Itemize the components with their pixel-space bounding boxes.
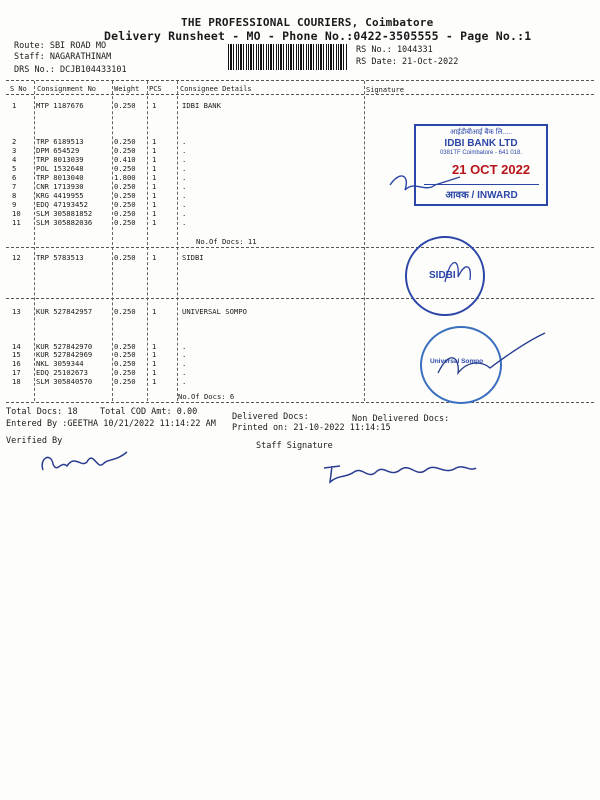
staff-signature-label: Staff Signature: [256, 441, 333, 451]
row-sno: 7: [12, 182, 17, 191]
row-weight: 0.250: [114, 377, 136, 386]
column-separator: [112, 81, 113, 401]
row-weight: 0.410: [114, 155, 136, 164]
row-consignment: TRP 8013040: [36, 173, 84, 182]
row-sno: 2: [12, 137, 17, 146]
row-weight: 0.250: [114, 307, 136, 316]
row-consignment: SLM 305840570: [36, 377, 93, 386]
row-sno: 9: [12, 200, 17, 209]
total-docs: Total Docs: 18: [6, 407, 78, 417]
printed-on: Printed on: 21-10-2022 11:14:15: [232, 423, 391, 433]
row-pcs: 1: [152, 209, 157, 218]
non-delivered-docs: Non Delivered Docs:: [352, 414, 450, 424]
row-consignment: MTP 1187676: [36, 101, 84, 110]
row-consignment: KUR 527842957: [36, 307, 93, 316]
stamp-text: 0381TF Coimbatore - 641 018.: [439, 150, 523, 156]
row-pcs: 1: [152, 173, 157, 182]
row-weight: 0.250: [114, 359, 136, 368]
delivered-docs: Delivered Docs:: [232, 412, 309, 422]
row-consignee: SIDBI: [182, 253, 204, 262]
row-consignee: .: [182, 146, 187, 155]
row-consignment: CNR 1713930: [36, 182, 84, 191]
row-consignment: SLM 305882036: [36, 218, 93, 227]
row-consignment: POL 1532648: [36, 164, 84, 173]
row-pcs: 1: [152, 377, 157, 386]
row-weight: 0.250: [114, 164, 136, 173]
row-consignee: .: [182, 164, 187, 173]
row-sno: 13: [12, 307, 21, 316]
row-sno: 14: [12, 342, 21, 351]
col-consignee: Consignee Details: [180, 85, 252, 93]
total-cod: Total COD Amt: 0.00: [100, 407, 198, 417]
signature-sidbi: [440, 252, 480, 292]
seal-text: Universal Sompo: [430, 358, 484, 365]
col-consignment: Consignment No: [37, 85, 97, 93]
row-weight: 1.800: [114, 173, 136, 182]
row-consignment: SLM 305881852: [36, 209, 93, 218]
row-consignment: KUR 527842969: [36, 350, 93, 359]
row-sno: 6: [12, 173, 17, 182]
row-pcs: 1: [152, 146, 157, 155]
company-title: THE PROFESSIONAL COURIERS, Coimbatore: [181, 16, 434, 29]
row-pcs: 1: [152, 191, 157, 200]
row-sno: 4: [12, 155, 17, 164]
row-consignment: KRG 4419955: [36, 191, 84, 200]
row-consignee: IDBI BANK: [182, 101, 221, 110]
row-pcs: 1: [152, 101, 157, 110]
row-sno: 18: [12, 377, 21, 386]
col-signature: Signature: [366, 86, 404, 94]
row-sno: 15: [12, 350, 21, 359]
row-consignee: .: [182, 173, 187, 182]
stamp-text: IDBI BANK LTD: [444, 138, 518, 149]
divider: [6, 402, 594, 403]
row-weight: 0.250: [114, 368, 136, 377]
row-sno: 17: [12, 368, 21, 377]
column-separator: [177, 81, 178, 401]
row-consignee: .: [182, 350, 187, 359]
verified-by-signature: [35, 440, 135, 480]
row-sno: 10: [12, 209, 21, 218]
divider: [6, 80, 594, 81]
signature-idbi: [385, 155, 465, 205]
row-pcs: 1: [152, 200, 157, 209]
row-sno: 3: [12, 146, 17, 155]
row-consignment: NKL 3059344: [36, 359, 84, 368]
signature-sompo: [430, 328, 550, 388]
row-weight: 0.250: [114, 218, 136, 227]
seal-text: SIDBI: [429, 270, 456, 281]
rs-date: RS Date: 21-Oct-2022: [356, 57, 459, 67]
row-weight: 0.250: [114, 101, 136, 110]
row-sno: 8: [12, 191, 17, 200]
row-pcs: 1: [152, 307, 157, 316]
runsheet-title: Delivery Runsheet - MO - Phone No.:0422-3505555 - Page No.:1: [104, 29, 532, 43]
row-consignee: UNIVERSAL SOMPO: [182, 307, 247, 316]
row-consignee: .: [182, 368, 187, 377]
row-sno: 16: [12, 359, 21, 368]
row-consignee: .: [182, 182, 187, 191]
row-consignment: KUR 527842970: [36, 342, 93, 351]
row-pcs: 1: [152, 218, 157, 227]
barcode: [228, 44, 348, 70]
row-consignee: .: [182, 155, 187, 164]
column-separator: [364, 81, 365, 401]
row-pcs: 1: [152, 253, 157, 262]
stamp-text: आईडीबीआई बैंक लि.....: [449, 129, 513, 136]
row-pcs: 1: [152, 182, 157, 191]
row-consignment: TRP 6189513: [36, 137, 84, 146]
divider: [6, 94, 594, 95]
column-separator: [34, 81, 35, 401]
row-weight: 0.250: [114, 146, 136, 155]
drs-number: DRS No.: DCJB104433101: [14, 65, 127, 75]
rs-number: RS No.: 1044331: [356, 45, 433, 55]
row-consignment: EDQ 47193452: [36, 200, 88, 209]
row-pcs: 1: [152, 155, 157, 164]
row-consignment: DPM 654529: [36, 146, 80, 155]
row-weight: 0.250: [114, 182, 136, 191]
row-weight: 0.250: [114, 137, 136, 146]
row-consignee: .: [182, 377, 187, 386]
row-sno: 5: [12, 164, 17, 173]
row-weight: 0.250: [114, 253, 136, 262]
col-pcs: PCS: [149, 85, 162, 93]
staff-label: Staff: NAGARATHINAM: [14, 52, 112, 62]
row-pcs: 1: [152, 359, 157, 368]
stamp-date: 21 OCT 2022: [452, 162, 531, 177]
row-consignee: .: [182, 200, 187, 209]
staff-signature: [320, 448, 480, 488]
row-consignee: .: [182, 191, 187, 200]
row-consignee: .: [182, 218, 187, 227]
docs-count: No.Of Docs: 6: [178, 392, 235, 401]
row-pcs: 1: [152, 342, 157, 351]
row-consignee: .: [182, 137, 187, 146]
row-sno: 11: [12, 218, 21, 227]
row-consignee: .: [182, 359, 187, 368]
divider: [6, 298, 594, 299]
row-consignment: EDQ 25102673: [36, 368, 88, 377]
row-pcs: 1: [152, 350, 157, 359]
entered-by: Entered By :GEETHA 10/21/2022 11:14:22 AM: [6, 419, 216, 429]
col-sno: S No: [10, 85, 27, 93]
row-pcs: 1: [152, 368, 157, 377]
col-weight: Weight: [114, 85, 140, 93]
row-consignee: .: [182, 342, 187, 351]
docs-count: No.Of Docs: 11: [196, 237, 257, 246]
stamp-text: आवक / INWARD: [424, 184, 539, 201]
row-weight: 0.250: [114, 200, 136, 209]
verified-by-label: Verified By: [6, 436, 63, 446]
row-pcs: 1: [152, 137, 157, 146]
row-weight: 0.250: [114, 350, 136, 359]
row-consignee: .: [182, 209, 187, 218]
column-separator: [147, 81, 148, 401]
row-pcs: 1: [152, 164, 157, 173]
row-consignment: TRP 5783513: [36, 253, 84, 262]
row-sno: 12: [12, 253, 21, 262]
row-weight: 0.250: [114, 191, 136, 200]
divider: [6, 247, 594, 248]
row-sno: 1: [12, 101, 17, 110]
row-weight: 0.250: [114, 342, 136, 351]
route-label: Route: SBI ROAD MO: [14, 41, 107, 51]
row-consignment: TRP 8013039: [36, 155, 84, 164]
row-weight: 0.250: [114, 209, 136, 218]
